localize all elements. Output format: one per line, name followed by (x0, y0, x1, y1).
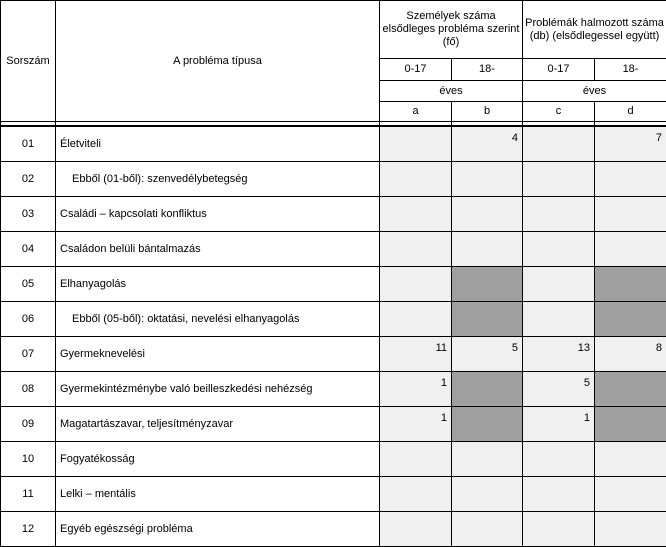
header-problems-group: Problémák halmozott száma (db) (elsődlegessel együtt) (523, 1, 666, 59)
row-number: 06 (1, 302, 56, 337)
cell-d: 8 (595, 337, 666, 372)
row-number: 02 (1, 162, 56, 197)
cell-a: 1 (380, 407, 452, 442)
cell-c (523, 267, 595, 302)
table-row (1, 302, 666, 337)
header-letter-c: c (523, 102, 595, 122)
cell-d (595, 302, 666, 337)
header-persons-group: Személyek száma elsődleges probléma szerint (fő) (380, 1, 523, 59)
cell-a (380, 477, 452, 512)
table-row (1, 126, 666, 162)
cell-c (523, 197, 595, 232)
cell-b (452, 302, 523, 337)
row-label: Magatartászavar, teljesítményzavar (56, 407, 380, 442)
cell-b (452, 407, 523, 442)
table-row (1, 232, 666, 267)
cell-c (523, 477, 595, 512)
cell-a (380, 162, 452, 197)
row-number: 07 (1, 337, 56, 372)
row-number: 03 (1, 197, 56, 232)
row-label: Gyermeknevelési (56, 337, 380, 372)
header-letter-a: a (380, 102, 452, 122)
cell-d (595, 407, 666, 442)
row-label: Fogyatékosság (56, 442, 380, 477)
cell-d (595, 197, 666, 232)
table-row (1, 512, 666, 547)
cell-b (452, 162, 523, 197)
row-number: 05 (1, 267, 56, 302)
cell-c (523, 126, 595, 162)
cell-a (380, 232, 452, 267)
row-number: 11 (1, 477, 56, 512)
row-number: 01 (1, 126, 56, 162)
header-sorszam: Sorszám (1, 1, 56, 122)
header-letter-b: b (452, 102, 523, 122)
cell-d: 7 (595, 126, 666, 162)
cell-b (452, 232, 523, 267)
row-label: Ebből (05-ből): oktatási, nevelési elhanyagolás (56, 302, 380, 337)
cell-a (380, 302, 452, 337)
row-label: Családon belüli bántalmazás (56, 232, 380, 267)
cell-b (452, 477, 523, 512)
cell-a (380, 442, 452, 477)
cell-c (523, 512, 595, 547)
header-eves-1: éves (380, 81, 523, 102)
header-age-d: 18- (595, 59, 666, 81)
table-row (1, 197, 666, 232)
row-label: Gyermekintézménybe való beilleszkedési nehézség (56, 372, 380, 407)
cell-b: 4 (452, 126, 523, 162)
cell-c: 1 (523, 407, 595, 442)
cell-a (380, 512, 452, 547)
row-number: 08 (1, 372, 56, 407)
cell-b (452, 442, 523, 477)
cell-d (595, 477, 666, 512)
cell-a (380, 267, 452, 302)
row-label: Egyéb egészségi probléma (56, 512, 380, 547)
cell-c: 5 (523, 372, 595, 407)
header-problem-type: A probléma típusa (56, 1, 380, 122)
header-age-b: 18- (452, 59, 523, 81)
cell-c (523, 302, 595, 337)
cell-d (595, 232, 666, 267)
cell-b (452, 267, 523, 302)
cell-d (595, 372, 666, 407)
table-row (1, 477, 666, 512)
header-age-a: 0-17 (380, 59, 452, 81)
cell-d (595, 267, 666, 302)
cell-a: 1 (380, 372, 452, 407)
cell-d (595, 512, 666, 547)
row-number: 09 (1, 407, 56, 442)
cell-c: 13 (523, 337, 595, 372)
row-label: Életviteli (56, 126, 380, 162)
cell-d (595, 162, 666, 197)
cell-b: 5 (452, 337, 523, 372)
cell-c (523, 162, 595, 197)
row-number: 04 (1, 232, 56, 267)
cell-b (452, 197, 523, 232)
header-letter-d: d (595, 102, 666, 122)
table-row (1, 162, 666, 197)
row-label: Családi – kapcsolati konfliktus (56, 197, 380, 232)
table-row (1, 337, 666, 372)
row-label: Elhanyagolás (56, 267, 380, 302)
header-age-c: 0-17 (523, 59, 595, 81)
cell-c (523, 442, 595, 477)
row-label: Ebből (01-ből): szenvedélybetegség (56, 162, 380, 197)
cell-a (380, 197, 452, 232)
cell-c (523, 232, 595, 267)
header-eves-2: éves (523, 81, 666, 102)
cell-a (380, 126, 452, 162)
table-row (1, 267, 666, 302)
cell-a: 11 (380, 337, 452, 372)
row-label: Lelki – mentális (56, 477, 380, 512)
row-number: 10 (1, 442, 56, 477)
row-number: 12 (1, 512, 56, 547)
cell-b (452, 372, 523, 407)
table-row (1, 372, 666, 407)
cell-d (595, 442, 666, 477)
table-row (1, 442, 666, 477)
table-row (1, 407, 666, 442)
cell-b (452, 512, 523, 547)
